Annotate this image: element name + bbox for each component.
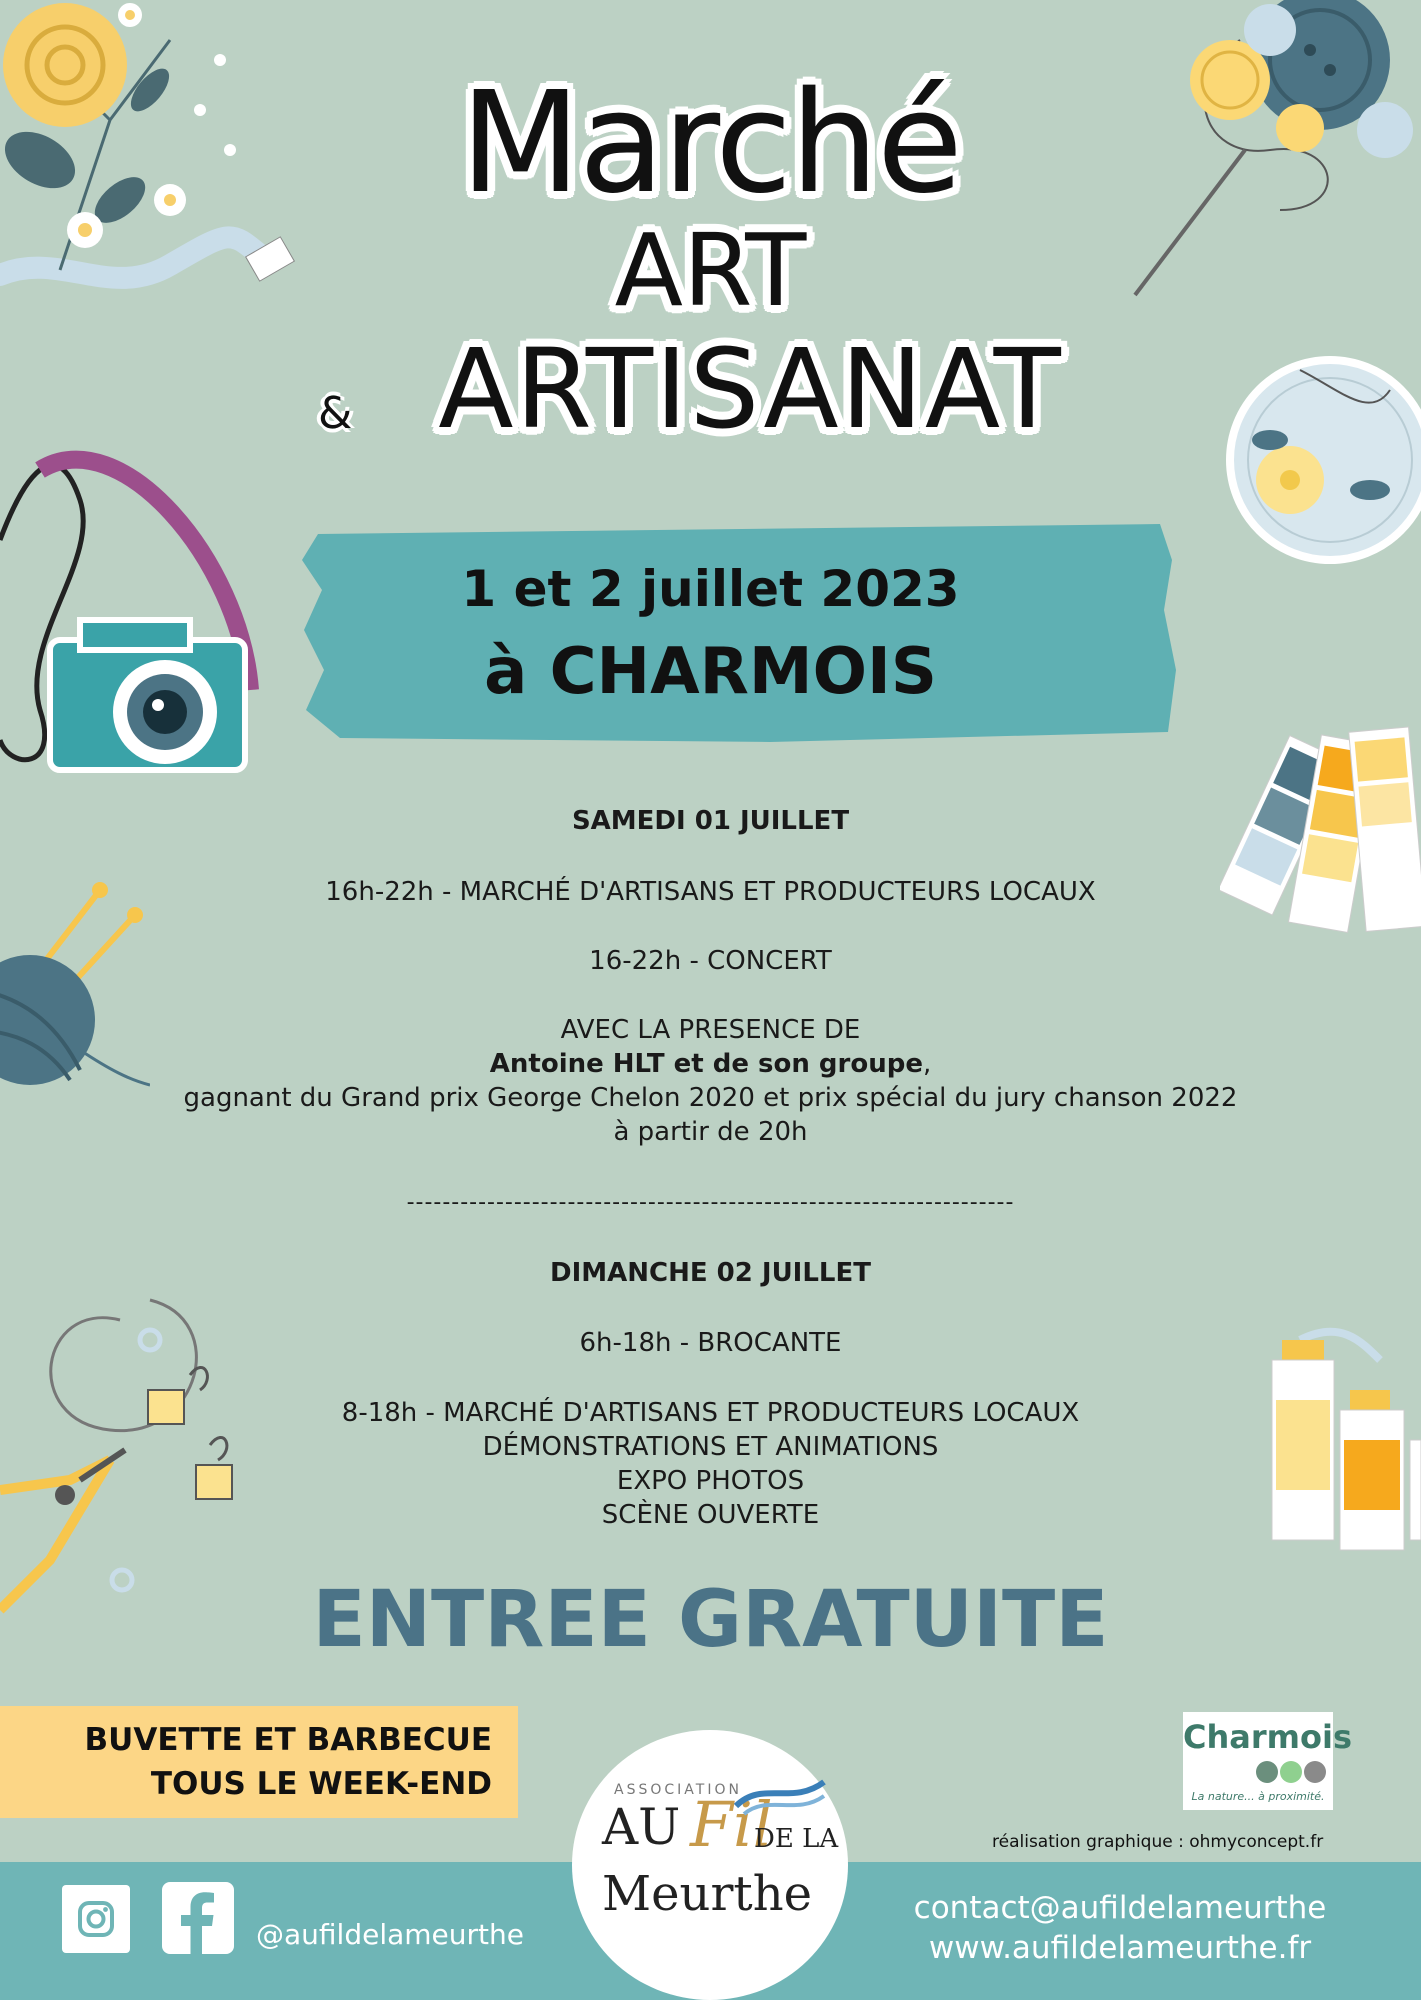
- buvette-line2: TOUS LE WEEK-END: [150, 1766, 492, 1802]
- event-dates: 1 et 2 juillet 2023: [461, 560, 960, 618]
- sunday-item-scene: SCÈNE OUVERTE: [601, 1500, 820, 1530]
- event-place: à CHARMOIS: [484, 635, 937, 709]
- buvette-line1: BUVETTE ET BARBECUE: [84, 1722, 492, 1758]
- logo-de-la: DE LA: [754, 1824, 839, 1854]
- graphic-credit: réalisation graphique : ohmyconcept.fr: [992, 1832, 1324, 1852]
- presence-comma: ,: [922, 1049, 932, 1079]
- sunday-item-brocante: 6h-18h - BROCANTE: [579, 1328, 842, 1358]
- instagram-icon[interactable]: [62, 1885, 130, 1953]
- logo-au: AU: [602, 1798, 681, 1856]
- title-marche: Marché: [460, 62, 961, 225]
- saturday-presence-time: à partir de 20h: [613, 1117, 808, 1147]
- wave-icon: [732, 1776, 828, 1816]
- association-logo: [572, 1730, 848, 2000]
- sunday-item-market: 8-18h - MARCHÉ D'ARTISANS ET PRODUCTEURS LOCAUX: [341, 1398, 1080, 1428]
- title-art: ART: [614, 212, 807, 329]
- logo-meurthe: Meurthe: [602, 1866, 813, 1922]
- facebook-icon[interactable]: [162, 1882, 234, 1954]
- charmois-emblems-icon: [1255, 1758, 1327, 1786]
- saturday-presence-intro: AVEC LA PRESENCE DE: [560, 1015, 861, 1045]
- contact-email[interactable]: contact@aufildelameurthe: [913, 1890, 1327, 1926]
- title-ampersand: &: [318, 388, 353, 439]
- sunday-heading: DIMANCHE 02 JUILLET: [550, 1258, 871, 1288]
- buvette-box: [0, 1706, 518, 1818]
- charmois-logo: [1183, 1712, 1352, 1810]
- sunday-item-demos: DÉMONSTRATIONS ET ANIMATIONS: [482, 1432, 939, 1462]
- logo-fil: Fil: [690, 1788, 773, 1861]
- saturday-item-market: 16h-22h - MARCHÉ D'ARTISANS ET PRODUCTEURS LOCAUX: [325, 877, 1096, 907]
- saturday-presence-name-line: [0, 1047, 1421, 1081]
- contact-block: [860, 1888, 1380, 1968]
- title-artisanat: ARTISANAT: [438, 325, 1063, 453]
- charmois-tagline: La nature... à proximité.: [1191, 1790, 1325, 1803]
- sunday-item-expo: EXPO PHOTOS: [616, 1466, 805, 1496]
- free-entry-heading: ENTREE GRATUITE: [312, 1575, 1109, 1665]
- presence-name: Antoine HLT et de son groupe: [489, 1049, 923, 1079]
- saturday-item-concert: 16-22h - CONCERT: [589, 946, 832, 976]
- section-separator: --------------------------------------------------------------------: [406, 1190, 1015, 1215]
- charmois-name: Charmois: [1183, 1718, 1352, 1756]
- logo-association-word: ASSOCIATION: [614, 1782, 742, 1798]
- contact-website[interactable]: www.aufildelameurthe.fr: [928, 1930, 1312, 1966]
- date-banner-brushstroke: [300, 520, 1180, 745]
- social-handle[interactable]: @aufildelameurthe: [256, 1918, 524, 1951]
- saturday-presence-detail: gagnant du Grand prix George Chelon 2020 et prix spécial du jury chanson 2022: [183, 1083, 1238, 1113]
- saturday-heading: SAMEDI 01 JUILLET: [571, 806, 850, 836]
